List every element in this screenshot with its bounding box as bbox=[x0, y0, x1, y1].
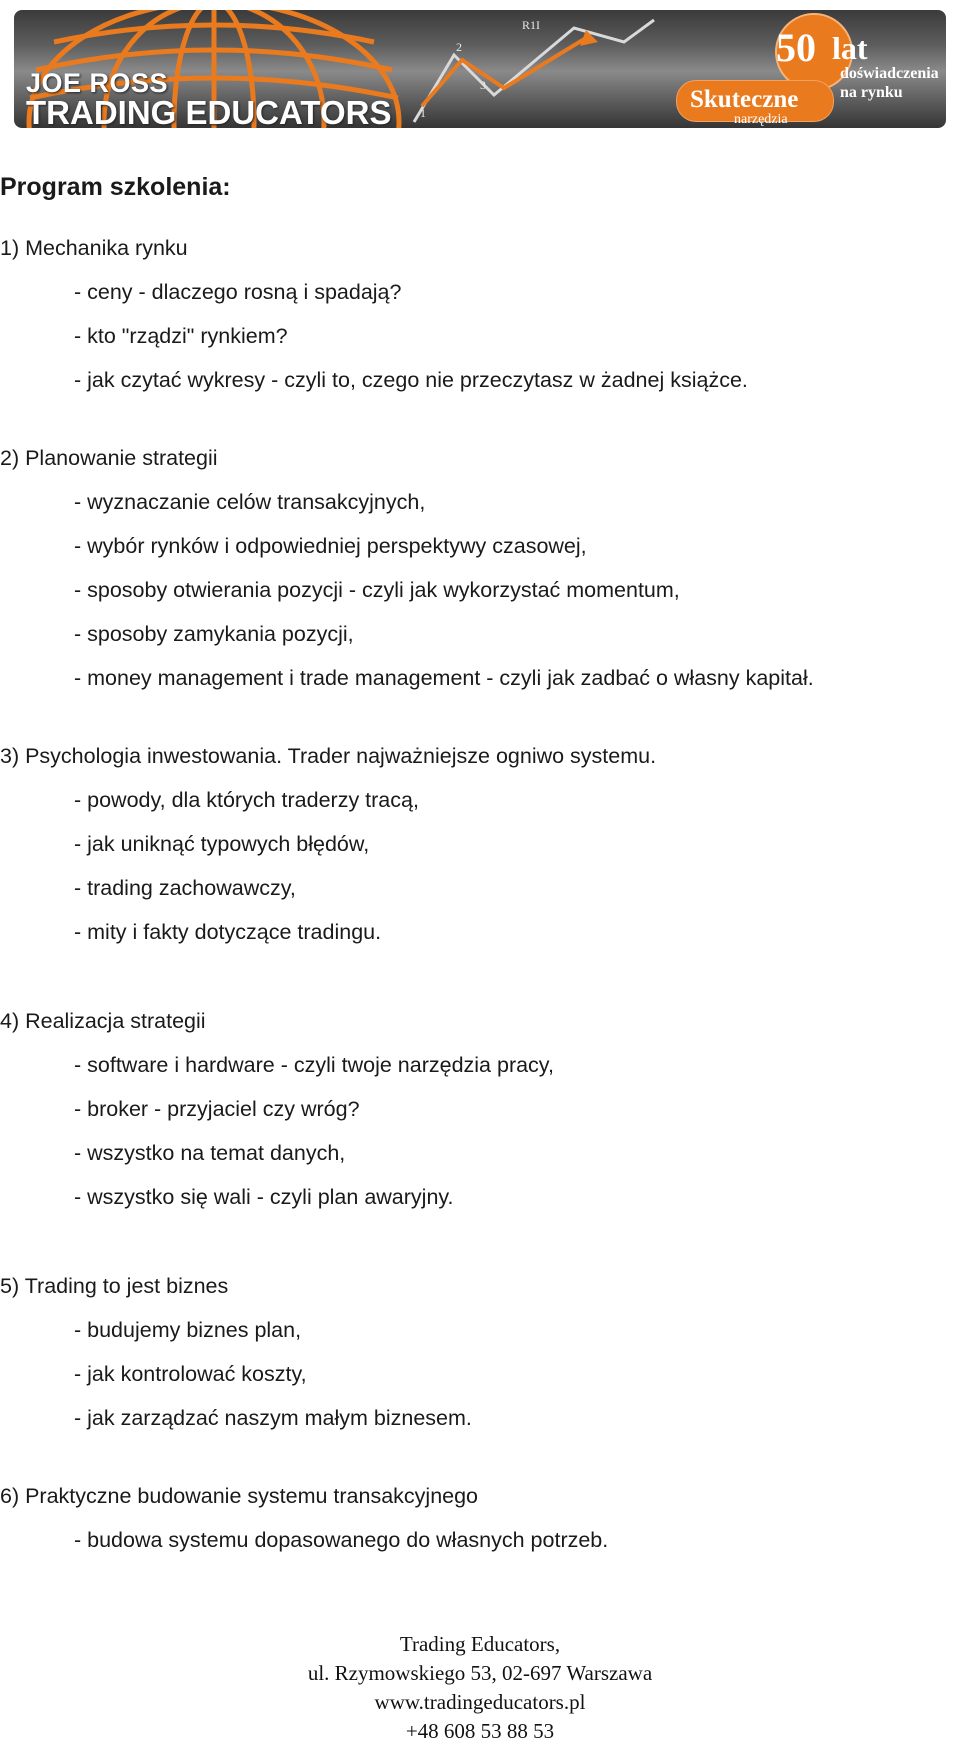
footer-address: ul. Rzymowskiego 53, 02-697 Warszawa bbox=[307, 1661, 653, 1685]
list-item: - budujemy biznes plan, bbox=[74, 1318, 302, 1342]
brand-name-line2: TRADING EDUCATORS bbox=[26, 94, 392, 128]
list-item: - wszystko na temat danych, bbox=[74, 1141, 346, 1165]
list-item: - jak uniknąć typowych błędów, bbox=[74, 832, 370, 856]
chart-label-r1: R1I bbox=[522, 18, 540, 32]
chart-label-1: 1 bbox=[420, 106, 426, 120]
list-item: - wszystko się wali - czyli plan awaryjny. bbox=[74, 1185, 454, 1209]
section-title: 4) Realizacja strategii bbox=[0, 1009, 206, 1033]
list-item: - wyznaczanie celów transakcyjnych, bbox=[74, 490, 426, 514]
years-word: lat bbox=[832, 30, 868, 66]
tagline-sub: narzędzia bbox=[734, 112, 788, 127]
list-item: - jak kontrolować koszty, bbox=[74, 1362, 307, 1386]
header-banner bbox=[14, 10, 946, 128]
tagline-main: Skuteczne bbox=[690, 86, 799, 113]
list-item: - jak zarządzać naszym małym biznesem. bbox=[74, 1406, 472, 1430]
list-item: - sposoby otwierania pozycji - czyli jak wykorzystać momentum, bbox=[74, 578, 680, 602]
list-item: - trading zachowawczy, bbox=[74, 876, 296, 900]
chart-label-3: 3 bbox=[480, 78, 486, 92]
footer-website-link[interactable]: www.tradingeducators.pl bbox=[374, 1690, 586, 1714]
list-item: - budowa systemu dopasowanego do własnych potrzeb. bbox=[74, 1528, 609, 1552]
footer-company: Trading Educators, bbox=[399, 1632, 561, 1656]
page-title: Program szkolenia: bbox=[0, 173, 231, 201]
section-title: 3) Psychologia inwestowania. Trader najważniejsze ogniwo systemu. bbox=[0, 744, 657, 768]
section-title: 2) Planowanie strategii bbox=[0, 446, 218, 470]
list-item: - mity i fakty dotyczące tradingu. bbox=[74, 920, 382, 944]
list-item: - kto "rządzi" rynkiem? bbox=[74, 324, 288, 348]
footer-contact bbox=[0, 1630, 960, 1746]
list-item: - broker - przyjaciel czy wróg? bbox=[74, 1097, 360, 1121]
list-item: - wybór rynków i odpowiedniej perspektywy czasowej, bbox=[74, 534, 587, 558]
list-item: - ceny - dlaczego rosną i spadają? bbox=[74, 280, 402, 304]
experience-line1: doświadczenia bbox=[840, 65, 939, 82]
list-item: - jak czytać wykresy - czyli to, czego nie przeczytasz w żadnej książce. bbox=[74, 368, 748, 392]
section-title: 1) Mechanika rynku bbox=[0, 236, 188, 260]
brand-name-line1: JOE ROSS bbox=[26, 68, 169, 98]
list-item: - software i hardware - czyli twoje narzędzia pracy, bbox=[74, 1053, 554, 1077]
section-title: 6) Praktyczne budowanie systemu transakcyjnego bbox=[0, 1484, 479, 1508]
footer-phone: +48 608 53 88 53 bbox=[405, 1719, 555, 1743]
list-item: - powody, dla których traderzy tracą, bbox=[74, 788, 419, 812]
experience-line2: na rynku bbox=[840, 84, 903, 101]
list-item: - money management i trade management - czyli jak zadbać o własny kapitał. bbox=[74, 666, 814, 690]
section-title: 5) Trading to jest biznes bbox=[0, 1274, 229, 1298]
chart-label-2: 2 bbox=[456, 40, 462, 54]
list-item: - sposoby zamykania pozycji, bbox=[74, 622, 354, 646]
years-number: 50 bbox=[776, 25, 816, 70]
